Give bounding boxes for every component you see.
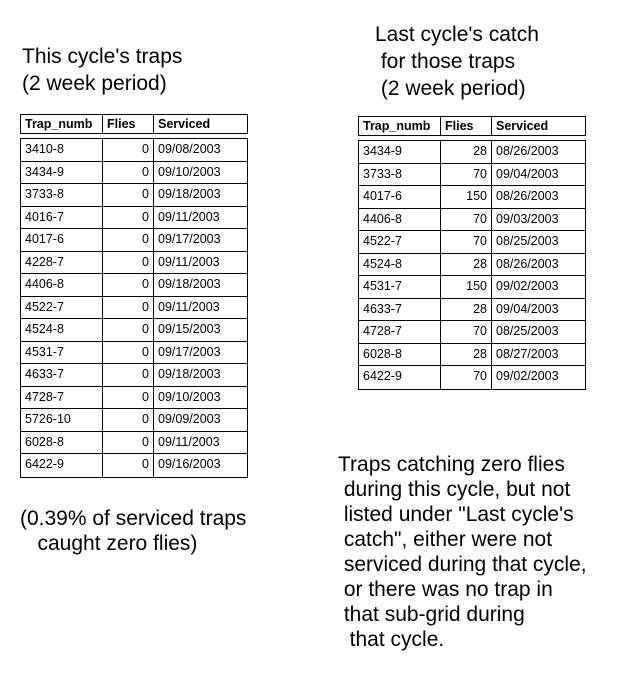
cell-trap: 4522-7 xyxy=(21,297,103,319)
cell-flies: 0 xyxy=(103,342,154,364)
column-header-trap: Trap_numb xyxy=(21,115,103,133)
cell-flies: 70 xyxy=(441,321,492,343)
cell-trap: 4017-6 xyxy=(21,229,103,251)
cell-flies: 28 xyxy=(441,254,492,276)
cell-serviced: 09/15/2003 xyxy=(158,322,221,336)
table-row xyxy=(21,342,247,365)
cell-serviced: 09/18/2003 xyxy=(158,367,221,381)
table-row xyxy=(21,252,247,275)
cell-flies: 28 xyxy=(441,299,492,321)
right-note-line: Traps catching zero flies xyxy=(338,453,565,476)
cell-trap: 4228-7 xyxy=(21,252,103,274)
cell-flies: 0 xyxy=(103,454,154,477)
left-heading-line: (2 week period) xyxy=(22,72,167,95)
cell-flies: 28 xyxy=(441,141,492,163)
table-row xyxy=(359,344,585,367)
cell-trap: 3434-9 xyxy=(21,162,103,184)
column-header-serviced: Serviced xyxy=(158,117,211,131)
cell-flies: 70 xyxy=(441,231,492,253)
cell-flies: 0 xyxy=(103,184,154,206)
table-row xyxy=(21,409,247,432)
left-trap-table xyxy=(20,114,248,478)
cell-flies: 150 xyxy=(441,276,492,298)
cell-flies: 0 xyxy=(103,274,154,296)
cell-serviced: 09/09/2003 xyxy=(158,412,221,426)
cell-flies: 150 xyxy=(441,186,492,208)
column-header-trap: Trap_numb xyxy=(359,117,441,135)
cell-flies: 70 xyxy=(441,164,492,186)
cell-serviced: 09/18/2003 xyxy=(158,277,221,291)
right-note-line: serviced during that cycle, xyxy=(338,553,587,576)
cell-trap: 4531-7 xyxy=(21,342,103,364)
left-note-line: caught zero flies) xyxy=(20,532,198,555)
cell-trap: 4728-7 xyxy=(359,321,441,343)
column-header-flies: Flies xyxy=(103,115,154,133)
cell-trap: 6028-8 xyxy=(21,432,103,454)
cell-trap: 4406-8 xyxy=(359,209,441,231)
cell-serviced: 09/08/2003 xyxy=(158,142,221,156)
right-heading-line: Last cycle's catch xyxy=(375,23,539,46)
cell-serviced: 09/18/2003 xyxy=(158,187,221,201)
cell-flies: 0 xyxy=(103,162,154,184)
cell-trap: 4016-7 xyxy=(21,207,103,229)
cell-serviced: 09/11/2003 xyxy=(158,299,220,314)
left-heading xyxy=(22,43,182,97)
right-trap-table xyxy=(358,116,586,390)
cell-serviced: 09/04/2003 xyxy=(496,166,559,181)
cell-serviced: 09/02/2003 xyxy=(496,369,559,383)
table-row xyxy=(359,141,585,164)
cell-trap: 6422-9 xyxy=(359,366,441,389)
cell-serviced: 08/27/2003 xyxy=(496,346,559,361)
table-row xyxy=(21,139,247,162)
table-row xyxy=(359,276,585,299)
cell-trap: 4524-8 xyxy=(21,319,103,341)
right-note xyxy=(338,452,587,652)
cell-serviced: 08/26/2003 xyxy=(496,144,559,158)
cell-flies: 0 xyxy=(103,387,154,409)
cell-trap: 3733-8 xyxy=(359,164,441,186)
right-note-line: during this cycle, but not xyxy=(338,478,571,501)
table-row xyxy=(21,184,247,207)
cell-flies: 0 xyxy=(103,297,154,319)
cell-trap: 4728-7 xyxy=(21,387,103,409)
cell-serviced: 09/02/2003 xyxy=(496,279,559,293)
cell-flies: 0 xyxy=(103,139,154,161)
cell-trap: 4017-6 xyxy=(359,186,441,208)
cell-trap: 5726-10 xyxy=(21,409,103,431)
cell-serviced: 08/25/2003 xyxy=(496,324,559,338)
left-note xyxy=(20,506,246,556)
table-row xyxy=(359,209,585,232)
cell-serviced: 08/26/2003 xyxy=(496,256,559,271)
table-row xyxy=(21,364,247,387)
cell-flies: 0 xyxy=(103,432,154,454)
right-note-line: that sub-grid during xyxy=(338,603,525,626)
cell-flies: 70 xyxy=(441,209,492,231)
right-note-line: listed under "Last cycle's xyxy=(338,503,574,526)
left-note-line: (0.39% of serviced traps xyxy=(20,507,247,530)
right-note-line: that cycle. xyxy=(338,628,445,651)
cell-serviced: 09/10/2003 xyxy=(158,389,221,404)
table-row xyxy=(21,229,247,252)
cell-flies: 0 xyxy=(103,409,154,431)
table-row xyxy=(21,454,247,477)
cell-flies: 28 xyxy=(441,344,492,366)
cell-trap: 4406-8 xyxy=(21,274,103,296)
right-note-line: catch", either were not xyxy=(338,528,553,551)
cell-flies: 70 xyxy=(441,366,492,389)
table-row xyxy=(21,432,247,455)
cell-serviced: 09/03/2003 xyxy=(496,211,559,226)
table-row xyxy=(359,186,585,209)
right-heading-line: (2 week period) xyxy=(375,77,526,100)
cell-serviced: 08/26/2003 xyxy=(496,189,559,203)
table-row xyxy=(21,274,247,297)
cell-serviced: 09/17/2003 xyxy=(158,232,221,246)
cell-serviced: 09/17/2003 xyxy=(158,344,221,359)
cell-trap: 3733-8 xyxy=(21,184,103,206)
cell-flies: 0 xyxy=(103,229,154,251)
table-body xyxy=(20,138,248,478)
cell-flies: 0 xyxy=(103,252,154,274)
right-note-line: or there was no trap in xyxy=(338,578,553,601)
column-header-flies: Flies xyxy=(441,117,492,135)
table-row xyxy=(21,162,247,185)
column-header-serviced: Serviced xyxy=(496,119,549,133)
cell-trap: 4633-7 xyxy=(359,299,441,321)
table-row xyxy=(359,366,585,389)
cell-trap: 3434-9 xyxy=(359,141,441,163)
cell-serviced: 09/10/2003 xyxy=(158,164,221,179)
cell-serviced: 09/16/2003 xyxy=(158,457,221,471)
cell-flies: 0 xyxy=(103,364,154,386)
table-header xyxy=(358,116,586,136)
table-row xyxy=(359,164,585,187)
table-row xyxy=(359,231,585,254)
cell-serviced: 09/11/2003 xyxy=(158,434,220,449)
table-body xyxy=(358,140,586,390)
right-heading xyxy=(375,21,539,102)
right-heading-line: for those traps xyxy=(375,50,516,73)
cell-serviced: 09/04/2003 xyxy=(496,301,559,316)
cell-trap: 4524-8 xyxy=(359,254,441,276)
cell-flies: 0 xyxy=(103,207,154,229)
table-row xyxy=(21,207,247,230)
cell-flies: 0 xyxy=(103,319,154,341)
cell-trap: 6028-8 xyxy=(359,344,441,366)
cell-serviced: 09/11/2003 xyxy=(158,209,220,224)
table-row xyxy=(359,299,585,322)
table-row xyxy=(21,387,247,410)
cell-trap: 6422-9 xyxy=(21,454,103,477)
cell-serviced: 09/11/2003 xyxy=(158,254,220,269)
cell-trap: 4531-7 xyxy=(359,276,441,298)
table-header xyxy=(20,114,248,134)
cell-serviced: 08/25/2003 xyxy=(496,234,559,248)
cell-trap: 4633-7 xyxy=(21,364,103,386)
left-heading-line: This cycle's traps xyxy=(22,45,183,68)
cell-trap: 3410-8 xyxy=(21,139,103,161)
table-row xyxy=(21,319,247,342)
table-row xyxy=(21,297,247,320)
cell-trap: 4522-7 xyxy=(359,231,441,253)
table-row xyxy=(359,254,585,277)
table-row xyxy=(359,321,585,344)
